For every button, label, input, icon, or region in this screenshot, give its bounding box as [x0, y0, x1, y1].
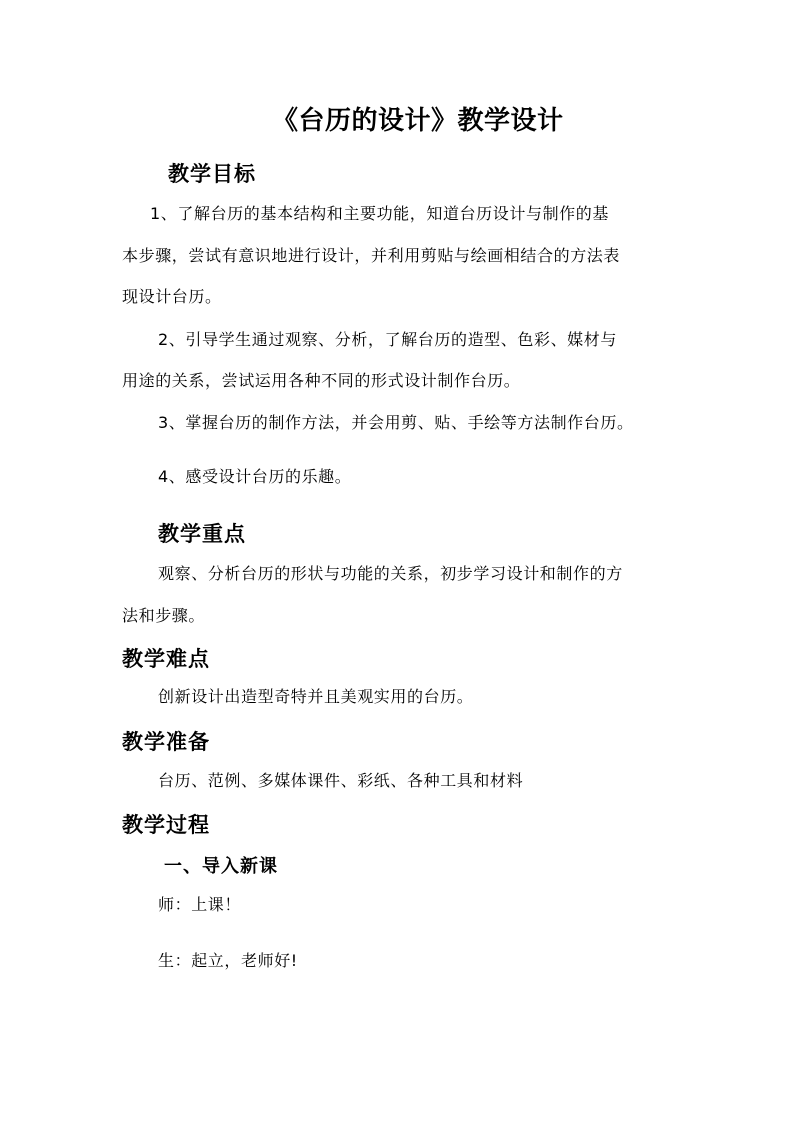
process-section-1-heading: 一、导入新课	[164, 856, 278, 877]
key-points-line-2: 法和步骤。	[122, 606, 206, 625]
difficulties-text: 创新设计出造型奇特并且美观实用的台历。	[158, 687, 474, 706]
difficulties-heading: 教学难点	[122, 647, 210, 671]
key-points-line-1: 观察、分析台历的形状与功能的关系，初步学习设计和制作的方	[158, 564, 623, 583]
objective-item-1-line-3: 现设计台历。	[122, 287, 222, 306]
objective-item-4: 4、感受设计台历的乐趣。	[158, 467, 352, 486]
document-title: 《台历的设计》教学设计	[272, 106, 564, 136]
objective-item-1-line-2: 本步骤，尝试有意识地进行设计，并利用剪贴与绘画相结合的方法表	[122, 246, 621, 265]
objective-item-2-line-2: 用途的关系，尝试运用各种不同的形式设计制作台历。	[122, 371, 521, 390]
objectives-heading: 教学目标	[168, 162, 256, 186]
preparation-heading: 教学准备	[122, 730, 210, 754]
objective-item-2-line-1: 2、引导学生通过观察、分析，了解台历的造型、色彩、媒材与	[158, 330, 617, 349]
objective-item-3: 3、掌握台历的制作方法，并会用剪、贴、手绘等方法制作台历。	[158, 413, 634, 432]
process-heading: 教学过程	[122, 813, 210, 837]
process-section-1-line-1: 师：上课！	[158, 895, 242, 914]
key-points-heading: 教学重点	[158, 522, 246, 546]
objective-item-1-line-1: 1、了解台历的基本结构和主要功能，知道台历设计与制作的基	[150, 204, 609, 223]
process-section-1-line-2: 生：起立，老师好!	[158, 951, 298, 970]
preparation-text: 台历、范例、多媒体课件、彩纸、各种工具和材料	[158, 771, 524, 790]
